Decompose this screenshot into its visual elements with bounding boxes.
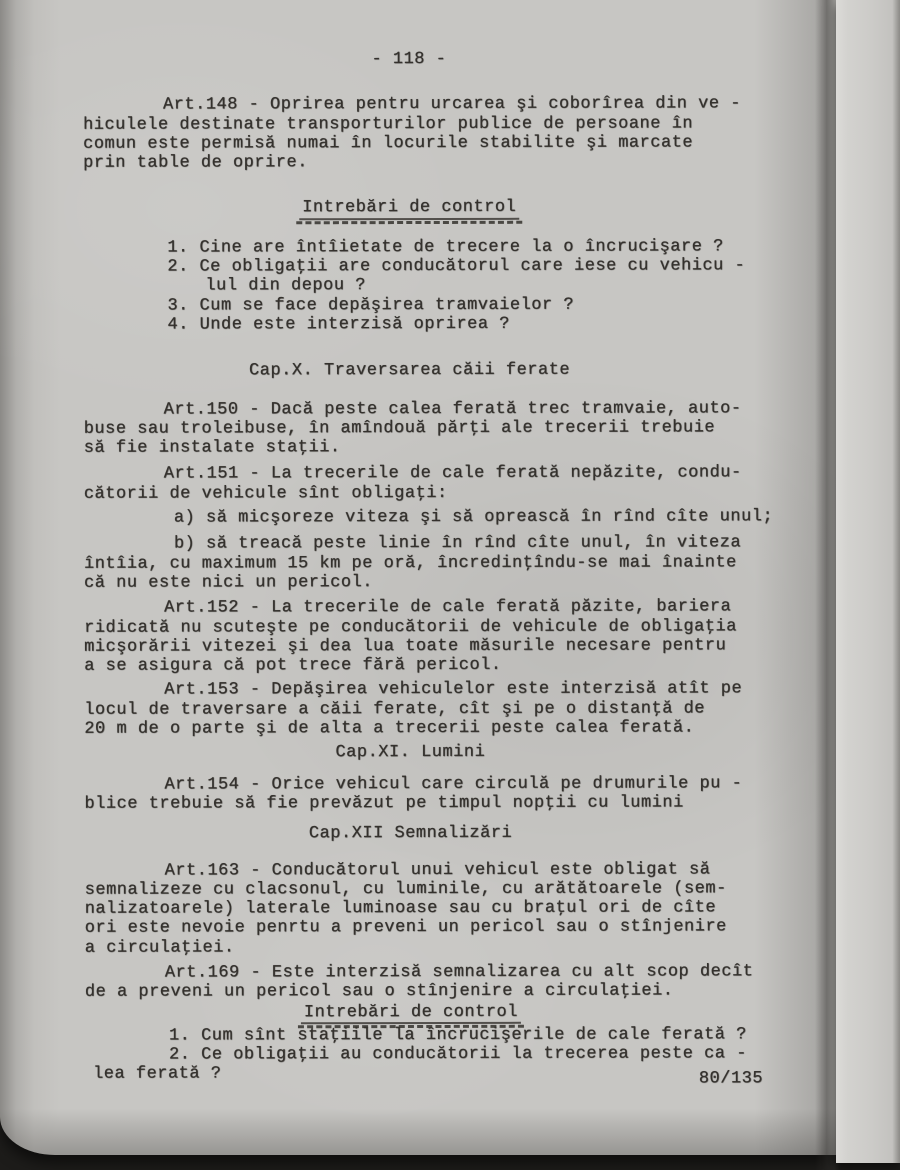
text-line: Art.150 - Dacă peste calea ferată trec tramvaie, auto- xyxy=(163,398,742,420)
chapter-heading-cap-xii: Cap.XII Semnalizări xyxy=(308,824,513,844)
text-line: comun este permisă numai în locurile stabilite şi marcate xyxy=(83,133,694,154)
text-line: b) să treacă peste linie în rînd cîte unul, în viteza xyxy=(173,533,742,554)
text-line: Art.151 - La trecerile de cale ferată nepăzite, condu- xyxy=(163,463,742,484)
paragraph-art-163 xyxy=(85,860,763,958)
text-line: Art.153 - Depăşirea vehiculelor este interzisă atît pe xyxy=(164,679,743,700)
underlined-heading-text: Intrebări de control xyxy=(299,198,519,219)
paragraph-art-154 xyxy=(84,774,762,814)
paragraph-art-148 xyxy=(83,95,761,174)
text-line: locul de traversare a căii ferate, cît şi pe o distanţă de xyxy=(84,699,706,720)
question-item-wrap: lea ferată ? xyxy=(93,1064,222,1085)
question-item: 2. Ce obligaţii au conducătorii la trecerea peste ca - xyxy=(168,1044,747,1065)
text-line: Art.169 - Este interzisă semnalizarea cu alt scop decît xyxy=(164,962,754,983)
list-item-a: a) să micşoreze viteza şi să oprească în rînd cîte unul; xyxy=(173,507,774,528)
text-line: ori este nevoie penrtu a preveni un pericol sau o stînjenire xyxy=(84,917,727,939)
text-line: a se asigura că pot trece fără pericol. xyxy=(84,655,502,676)
question-item: 1. Cum sînt staţiile la încrucişerile de cale ferată ? xyxy=(168,1025,747,1046)
question-item: 1. Cine are întîietate de trecere la o încrucişare ? xyxy=(167,237,724,258)
question-item: 4. Unde este interzisă oprirea ? xyxy=(167,314,510,335)
paragraph-art-169 xyxy=(85,962,763,1002)
text-line: nalizatoarele) laterale luminoase sau cu braţul ori de cîte xyxy=(84,898,717,919)
section-heading-control-questions-2 xyxy=(85,1002,763,1024)
text-line: prin table de oprire. xyxy=(83,153,308,173)
text-line: Art.152 - La trecerile de cale ferată păzite, bariera xyxy=(164,597,732,618)
question-item: 3. Cum se face depăşirea tramvaielor ? xyxy=(167,295,575,316)
text-line: micşorării vitezei şi dea lua toate măsurile necesare pentru xyxy=(84,636,727,657)
text-line: Art.163 - Conducătorul unui vehicul este obligat să xyxy=(164,859,711,881)
text-line: întîia, cu maximum 15 km pe oră, încredinţîndu-se mai înainte xyxy=(83,552,737,574)
text-line: Art.154 - Orice vehicul care circulă pe drumurile pu - xyxy=(164,773,743,795)
text-line: să fie instalate staţii. xyxy=(83,438,341,458)
chapter-heading-cap-xi: Cap.XI. Lumini xyxy=(335,743,486,763)
text-line: buse sau troleibuse, în amîndouă părţi ale trecerii trebuie xyxy=(83,418,716,439)
text-line: că nu este nici un pericol. xyxy=(84,573,374,593)
text-line: cătorii de vehicule sînt obligaţi: xyxy=(83,483,448,504)
text-line: semnalizeze cu clacsonul, cu luminile, cu arătătoarele (sem- xyxy=(84,879,727,900)
underlined-heading-text: Intrebări de control xyxy=(301,1002,521,1023)
question-item-wrap: lul din depou ? xyxy=(205,276,366,296)
text-line: ridicată nu scuteşte pe conducătorii de vehicule de obligaţia xyxy=(84,616,737,638)
next-page-edge xyxy=(836,0,900,1163)
text-line: 20 m de o parte şi de alta a trecerii peste calea ferată. xyxy=(84,718,695,739)
typewritten-text-column xyxy=(83,49,774,1089)
question-item: 2. Ce obligaţii are conducătorul care iese cu vehicu - xyxy=(167,256,746,277)
text-line: Art.148 - Oprirea pentru urcarea şi coborîrea din ve - xyxy=(163,94,741,115)
text-line: hiculele destinate transporturilor publice de persoane în xyxy=(83,114,694,135)
chapter-heading-cap-x: Cap.X. Traversarea căii ferate xyxy=(249,360,571,381)
text-line: a circulaţiei. xyxy=(84,938,235,958)
text-line: blice trebuie să fie prevăzut pe timpul nopţii cu lumini xyxy=(84,793,684,814)
section-heading-control-questions xyxy=(83,198,761,220)
paragraph-art-153 xyxy=(84,680,762,739)
paragraph-art-152 xyxy=(84,598,762,677)
paragraph-art-151 xyxy=(84,464,762,504)
paragraph-art-150 xyxy=(84,399,762,458)
page-footer-number: 80/135 xyxy=(698,1069,764,1089)
control-question-list xyxy=(83,237,761,335)
page-number: - 118 - xyxy=(371,49,447,70)
list-item-b xyxy=(84,534,762,593)
text-line: de a preveni un pericol sau o stînjenire a circulaţiei. xyxy=(84,981,674,1002)
